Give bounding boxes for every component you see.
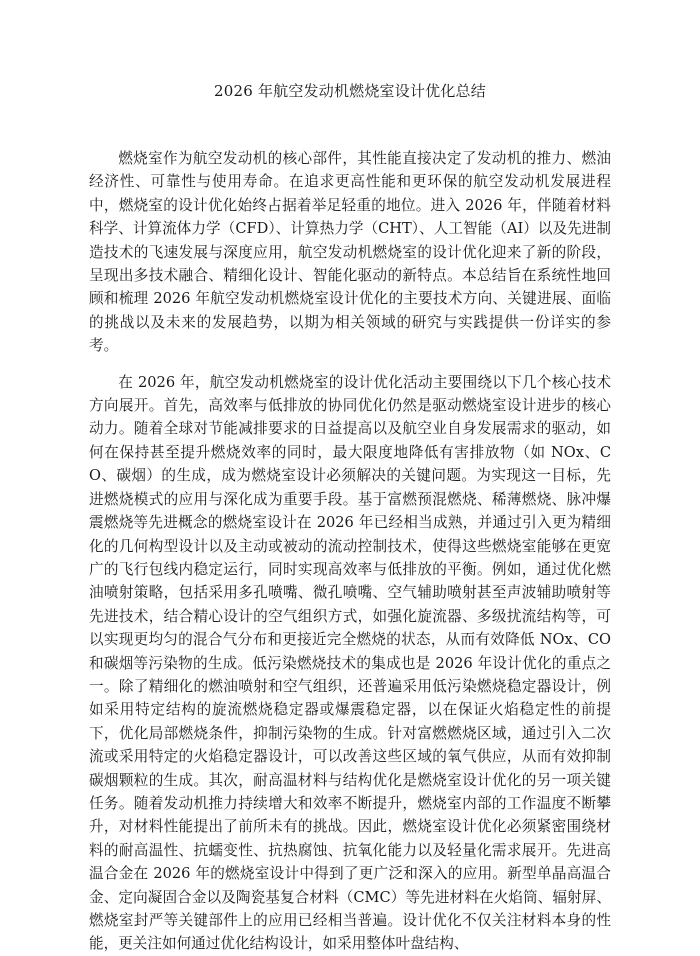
paragraph-technical-directions: 在 2026 年，航空发动机燃烧室的设计优化活动主要围绕以下几个核心技术方向展开。首先，高效率与低排放的协同优化仍然是驱动燃烧室设计进步的核心动力。随着全球对节能减排要求的日益提高以及航空业自身发展需求的驱动，如何在保持甚至提升燃烧效率的同时，最大限度地降低有害排放物（如 NOx、CO、碳烟）的生成，成为燃烧室设计必须解决的关键问题。为实现这一目标，先进燃烧模式的应用与深化成为重要手段。基于富燃预混燃烧、稀薄燃烧、脉冲爆震燃烧等先进概念的燃烧室设计在 2026 年已经相当成熟，并通过引入更为精细化的几何构型设计以及主动或被动的流动控制技术，使得这些燃烧室能够在更宽广的飞行包线内稳定运行，同时实现高效率与低排放的平衡。例如，通过优化燃油喷射策略，包括采用多孔喷嘴、微孔喷嘴、空气辅助喷射甚至声波辅助喷射等先进技术，结合精心设计的空气组织方式，如强化旋流器、多级扰流结构等，可以实现更均匀的混合气分布和更接近完全燃烧的状态，从而有效降低 NOx、CO 和碳烟等污染物的生成。低污染燃烧技术的集成也是 2026 年设计优化的重点之一。除了精细化的燃油喷射和空气组织，还普遍采用低污染燃烧稳定器设计，例如采用特定结构的旋流燃烧稳定器或爆震稳定器，以在保证火焰稳定性的前提下，优化局部燃烧条件，抑制污染物的生成。针对富燃燃烧区域，通过引入二次流或采用特定的火焰稳定器设计，可以改善这些区域的氧气供应，从而有效抑制碳烟颗粒的生成。其次，耐高温材料与结构优化是燃烧室设计优化的另一项关键任务。随着发动机推力持续增大和效率不断提升，燃烧室内部的工作温度不断攀升，对材料性能提出了前所未有的挑战。因此，燃烧室设计优化必须紧密围绕材料的耐高温性、抗蠕变性、抗热腐蚀、抗氧化能力以及轻量化需求展开。先进高温合金在 2026 年的燃烧室设计中得到了更广泛和深入的应用。新型单晶高温合金、定向凝固合金以及陶瓷基复合材料（CMC）等先进材料在火焰筒、辐射屏、燃烧室封严等关键部件上的应用已经相当普遍。设计优化不仅关注材料本身的性能，更关注如何通过优化结构设计，如采用整体叶盘结构、 [89, 373, 611, 953]
document-title: 2026 年航空发动机燃烧室设计优化总结 [214, 82, 486, 100]
paragraph-intro: 燃烧室作为航空发动机的核心部件，其性能直接决定了发动机的推力、燃油经济性、可靠性与使用寿命。在追求更高性能和更环保的航空发动机发展进程中，燃烧室的设计优化始终占据着举足轻重的地位。进入 2026 年，伴随着材料科学、计算流体力学（CFD）、计算热力学（CHT）、人工智能（AI）以及先进制造技术的飞速发展与深度应用，航空发动机燃烧室的设计优化迎来了新的阶段，呈现出多技术融合、精细化设计、智能化驱动的新特点。本总结旨在系统性地回顾和梳理 2026 年航空发动机燃烧室设计优化的主要技术方向、关键进展、面临的挑战以及未来的发展趋势，以期为相关领域的研究与实践提供一份详实的参考。 [89, 150, 611, 355]
